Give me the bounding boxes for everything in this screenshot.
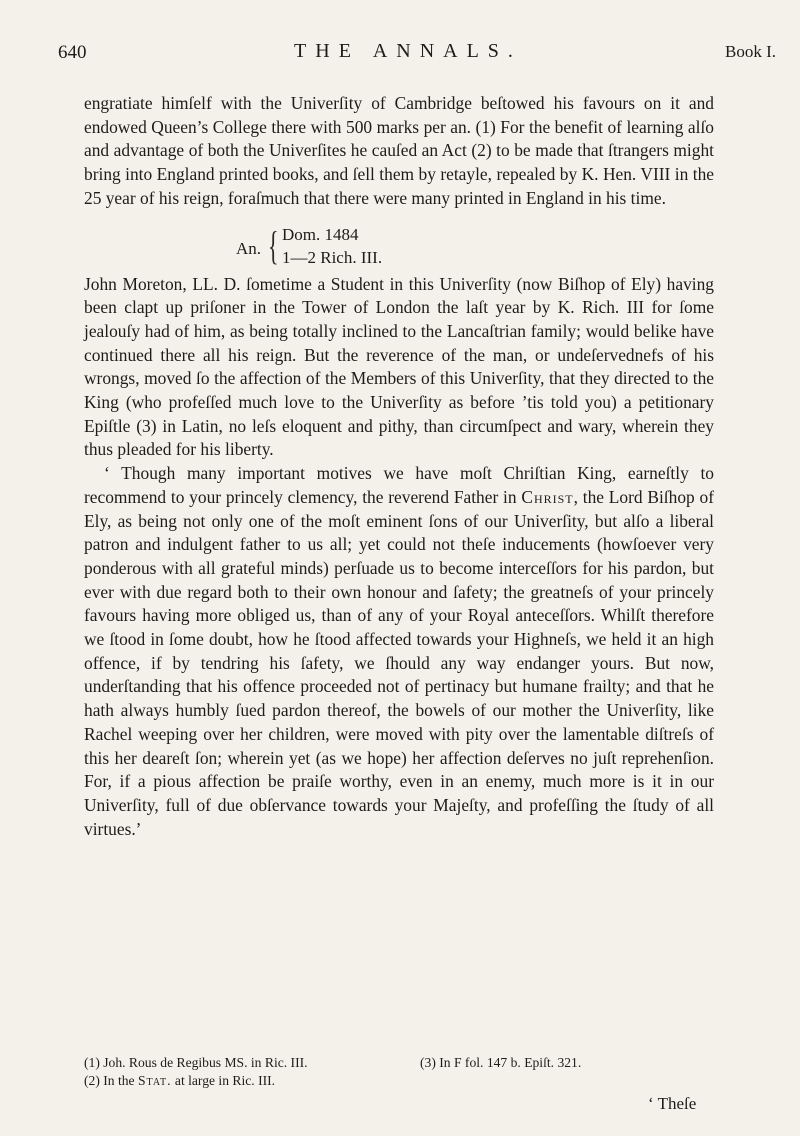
footnote-2 bbox=[84, 1072, 275, 1090]
footnote-3: (3) In F fol. 147 b. Epiſt. 321. bbox=[420, 1055, 582, 1070]
running-header bbox=[58, 40, 776, 72]
body-text bbox=[84, 92, 714, 841]
year-lines bbox=[282, 223, 382, 269]
year-heading bbox=[84, 223, 714, 271]
year-line-reign: 1—2 Rich. III. bbox=[282, 247, 383, 267]
page-number: 640 bbox=[58, 42, 87, 63]
year-line-dom: Dom. 1484 bbox=[282, 224, 359, 244]
year-label: An. bbox=[236, 238, 262, 258]
footnote-1: (1) Joh. Rous de Regibus MS. in Ric. III. bbox=[84, 1055, 308, 1070]
brace-symbol: { bbox=[268, 222, 279, 268]
book-label: Book I. bbox=[725, 42, 776, 61]
footnote-2-stat: Stat. bbox=[138, 1073, 172, 1088]
christ-small-caps: Christ bbox=[521, 486, 574, 507]
catchword: ‘ Theſe bbox=[648, 1094, 697, 1113]
epistle-text-start: ‘ Though many important motives we have moſt Chriſtian King, earneſtly to recommend to your princely clemency, the reverend Father in bbox=[84, 463, 714, 507]
paragraph-moreton: John Moreton, LL. D. ſometime a Student in this Univerſity (now Biſhop of Ely) having been clapt up priſoner in the Tower of London the laſt year by K. Rich. III for ſome jealouſy had of him, as being totally inclined to the Lancaſtrian family; would belike have continued there all his reign. But the reverence of the man, or undeſervednefs of his wrongs, moved ſo the affection of the Members of this Univerſity, that they directed to the King (who profeſſed much love to the Univerſity as before ’tis told you) a petitionary Epiſtle (3) in Latin, no leſs eloquent and pithy, than circumſpect and wary, wherein they thus pleaded for his liberty. bbox=[84, 273, 714, 460]
paragraph-intro: engratiate himſelf with the Univerſity of Cambridge beſtowed his favours on it and endowed Queen’s College there with 500 marks per an. (1) For the benefit of learning alſo and advantage of both the Univerſites he cauſed an Act (2) to be made that ſtrangers might bring into England printed books, and ſell them by retayle, repealed by K. Hen. VIII in the 25 year of his reign, foraſmuch that there were many printed in England in his time. bbox=[84, 93, 714, 208]
footnote-2-end: at large in Ric. III. bbox=[174, 1073, 276, 1088]
paragraph-epistle bbox=[84, 462, 714, 841]
footnote-2-start: (2) In the bbox=[84, 1073, 135, 1088]
epistle-text-rest: , the Lord Biſhop of Ely, as being not only one of the moſt eminent ſons of our Univerſity, but alſo a liberal patron and indulgent father to us all; yet could not theſe inducements (howſoever very ponderous with all grateful minds) perſuade us to become interceſſors for his pardon, but ever with due regard both to their own honour and ſafety; the greatneſs of your princely favours having more obliged us, than of any of your Royal anteceſſors. Whilſt therefore we ſtood in ſome doubt, how he ſtood affected towards your Highneſs, we held it an high offence, if by tendring his ſafety, we ſhould any way endanger yours. But now, underſtanding that his offence proceeded not of pertinacy but humane frailty; and that he hath always humbly ſued pardon thereof, the bowels of our mother the Univerſity, like Rachel weeping over her children, were moved with pity over the lamentable diſtreſs of this her deareſt ſon; wherein yet (as we hope) her affection deſerves no juſt reprehenſion. For, if a pious affection be praiſe worthy, even in an enemy, much more is it in our Univerſity, full of due obſervance towards your Majeſty, and profeſſing the ſtudy of all virtues.’ bbox=[84, 486, 714, 839]
running-title: THE ANNALS. bbox=[294, 40, 522, 62]
